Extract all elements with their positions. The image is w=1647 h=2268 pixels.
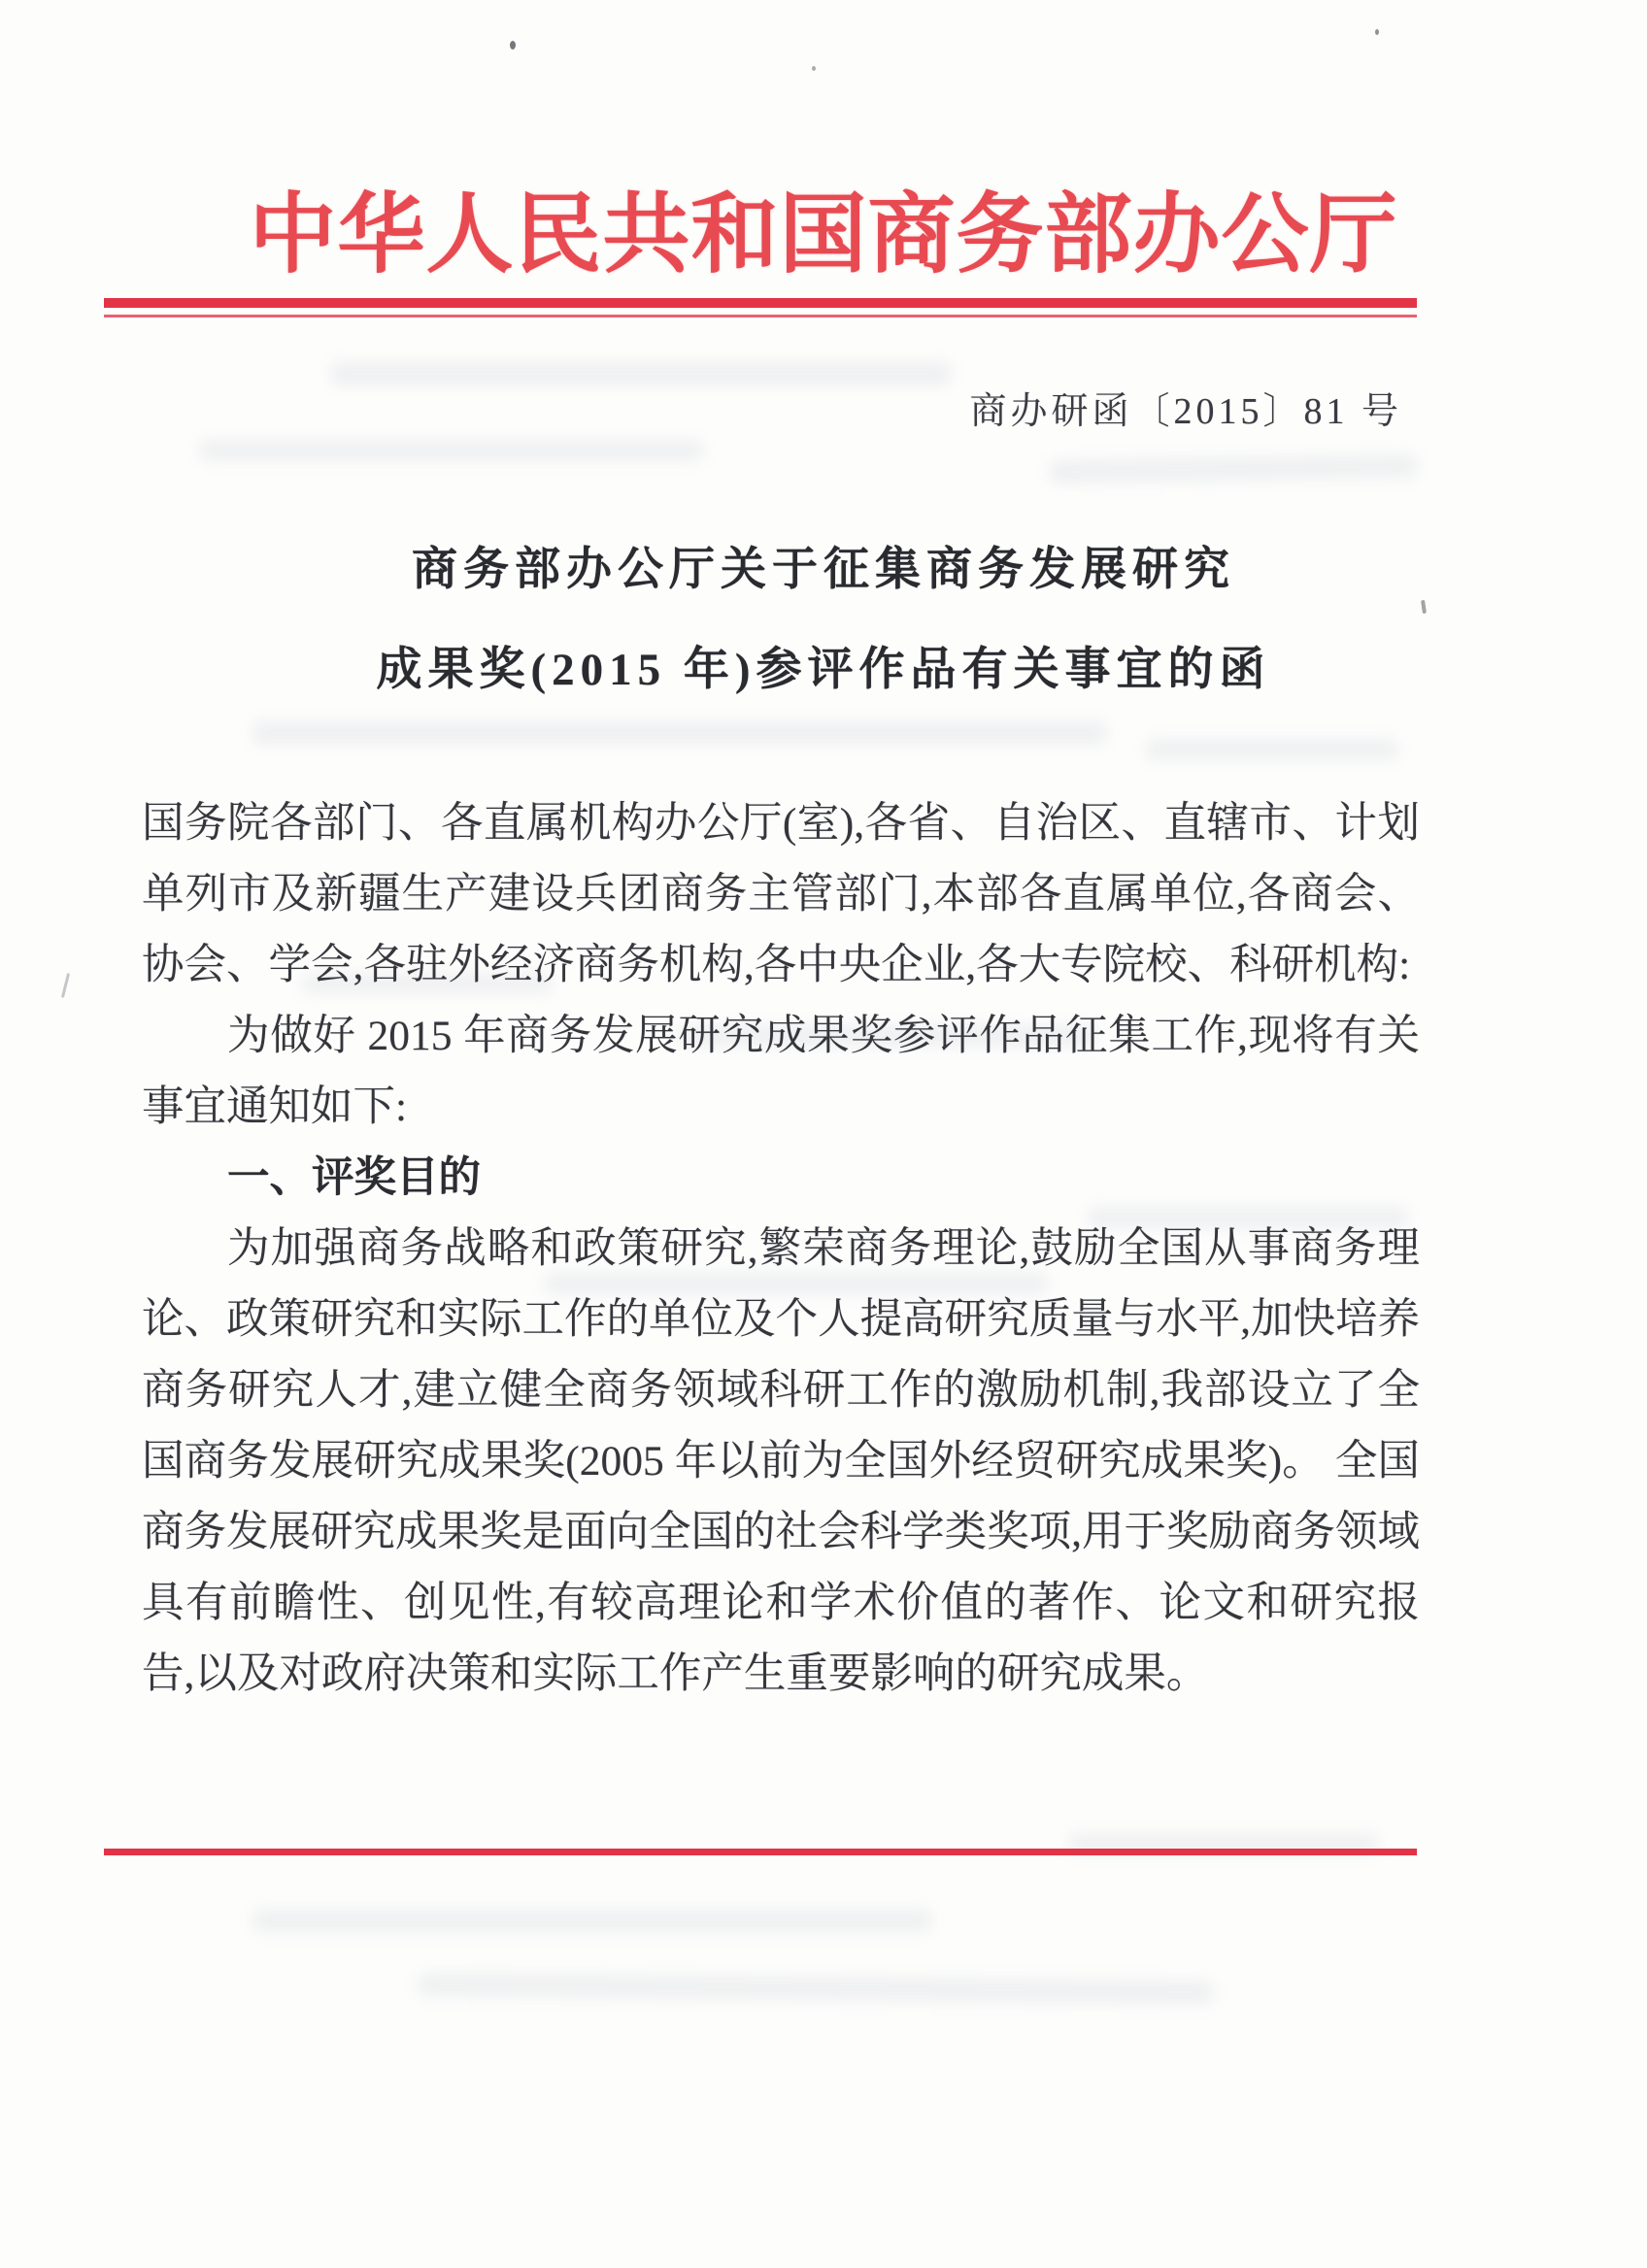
scan-speck [61,973,70,998]
scan-artifact [330,361,952,386]
document-title-line1: 商务部办公厅关于征集商务发展研究 [412,545,1235,595]
section-1-paragraph: 为加强商务战略和政策研究,繁荣商务理论,鼓励全国从事商务理论、政策研究和实际工作的单位及个人提高研究质量与水平,加快培养商务研究人才,建立健全商务领域科研工作的激励机制,我部设立了全国商务发展研究成果奖(2005 年以前为全国外经贸研究成果奖)。 全国商务发展研究成果奖是面向全国的社会科学类奖项,用于奖励商务领域具有前瞻性、创见性,有较高理论和学术价值的著作、论文和研究报告,以及对政府决策和实际工作产生重要影响的研究成果。 [142,1225,1420,1697]
scan-speck [812,66,816,71]
intro-paragraph: 为做好 2015 年商务发展研究成果奖参评作品征集工作,现将有关事宜通知如下: [142,1013,1420,1130]
letterhead-rule-thick [104,298,1417,308]
scan-artifact [418,1972,1214,2006]
scan-speck [510,41,516,50]
scan-artifact [252,1908,932,1933]
document-title [0,520,1647,720]
scan-artifact [199,439,704,462]
document-body [142,788,1420,1710]
scan-artifact [1049,453,1418,485]
footer-rule [104,1849,1417,1855]
document-title-line2: 成果奖(2015 年)参评作品有关事宜的函 [376,645,1271,695]
letterhead-rule-thin [104,315,1417,317]
scan-speck [1375,29,1379,35]
addressee-paragraph: 国务院各部门、各直属机构办公厅(室),各省、自治区、直辖市、计划单列市及新疆生产建设兵团商务主管部门,本部各直属单位,各商会、协会、学会,各驻外经济商务机构,各中央企业,各大专院校、科研机构: [142,800,1420,988]
scan-artifact [1146,738,1398,761]
letterhead-title: 中华人民共和国商务部办公厅 [249,187,1398,284]
scan-artifact [252,720,1107,746]
section-1-heading: 一、评奖目的 [227,1154,481,1201]
document-number: 商办研函〔2015〕81 号 [969,391,1402,432]
